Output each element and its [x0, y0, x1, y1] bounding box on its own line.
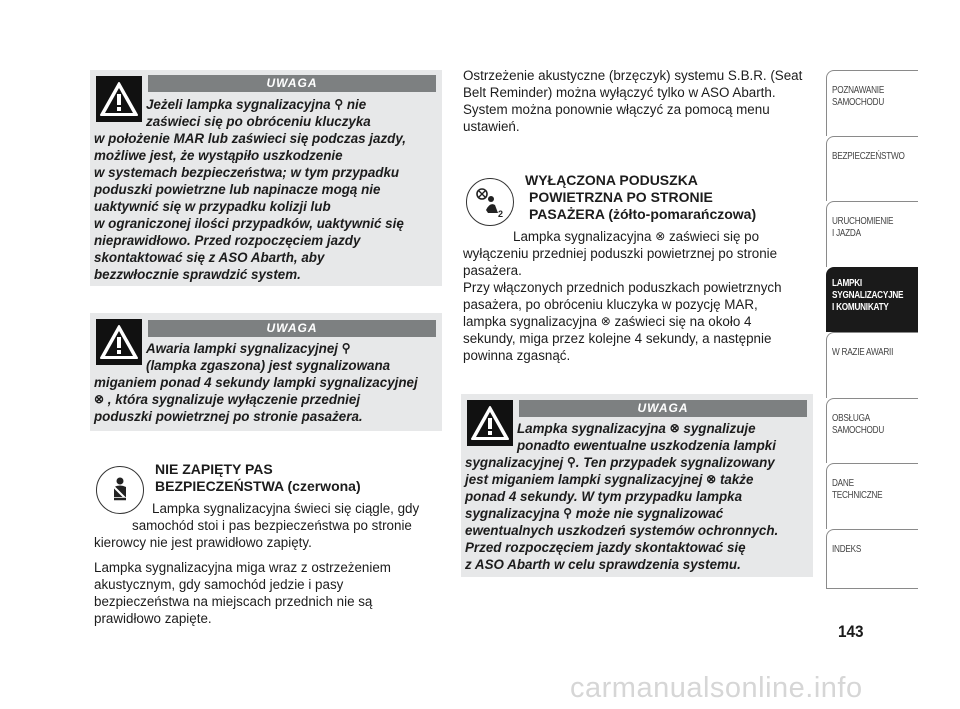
airbag-lamp-icon: ⚲ [563, 506, 573, 520]
nav-item-poznawanie[interactable]: POZNAWANIE SAMOCHODU [826, 70, 918, 136]
warning-header: UWAGA [148, 75, 436, 92]
nav-item-lampki[interactable]: LAMPKI SYGNALIZACYJNE I KOMUNIKATY [826, 267, 918, 333]
passenger-airbag-off-icon: ⊗ [669, 421, 680, 435]
nav-item-w-razie-awarii[interactable]: W RAZIE AWARII [826, 332, 918, 398]
sbr-paragraph: Ostrzeżenie akustyczne (brzęczyk) systemu S.B.R. (Seat Belt Reminder) można wyłączyć tylko w ASO Abarth. System można ponownie włączyć za pomocą menu ustawień. [463, 68, 803, 134]
passenger-airbag-off-icon: ⊗ [655, 229, 666, 243]
warning-text-2: Awaria lampki sygnalizacyjnej ⚲ (lampka zgaszona) jest sygnalizowana miganiem ponad 4 sekundy lampki sygnalizacyjnej ⊗ , która sygnalizuje wyłączenie przedniej poduszki powietrznej po stronie pasażera. [94, 341, 418, 424]
svg-text:2: 2 [498, 209, 504, 218]
passenger-airbag-off-icon: ⊗ [706, 472, 717, 486]
watermark: carmanualsonline.info [570, 672, 863, 704]
nav-item-bezpieczenstwo[interactable]: BEZPIECZEŃSTWO [826, 136, 918, 202]
seatbelt-heading: NIE ZAPIĘTY PAS BEZPIECZEŃSTWA (czerwona) [155, 461, 361, 494]
nav-item-indeks[interactable]: INDEKS [826, 529, 918, 589]
warning-text-3: Lampka sygnalizacyjna ⊗ sygnalizuje ponadto ewentualne uszkodzenia lampki sygnalizacyjnej ⚲. Ten przypadek sygnalizowany jest miganiem lampki sygnalizacyjnej ⊗ także ponad 4 sekundy. W tym przypadku lampka sygnalizacyjna ⚲ może nie sygnalizować ewentualnych uszkodzeń systemów ochronnych. Przed rozpoczęciem jazdy skontaktować się z ASO Abarth w celu sprawdzenia systemu. [465, 421, 779, 572]
warning-text-1: Jeżeli lampka sygnalizacyjna ⚲ nie zaświeci się po obróceniu kluczyka w położenie MAR lub zaświeci się podczas jazdy, możliwe jest, że wystąpiło uszkodzenie w systemach bezpieczeństwa; w tym przypadku poduszki powietrzne lub napinacze mogą nie uaktywnić się w przypadku kolizji lub w ograniczonej ilości przypadków, uaktywnić się nieprawidłowo. Przed rozpoczęciem jazdy skontaktować się z ASO Abarth, aby bezzwłocznie sprawdzić system. [94, 97, 407, 282]
warning-header: UWAGA [148, 320, 436, 337]
passenger-airbag-off-icon [466, 178, 514, 226]
nav-item-uruchomienie[interactable]: URUCHOMIENIE I JAZDA [826, 201, 918, 267]
airbag-lamp-icon: ⚲ [566, 455, 576, 469]
passenger-airbag-off-icon: ⊗ [600, 314, 611, 328]
seatbelt-paragraph-1: Lampka sygnalizacyjna świeci się ciągle, gdy samochód stoi i pas bezpieczeństwa po stronie kierowcy nie jest prawidłowo zapięty. [94, 501, 420, 550]
airbag-heading: WYŁĄCZONA PODUSZKA POWIETRZNA PO STRONIE PASAŻERA (żółto-pomarańczowa) [525, 172, 757, 222]
airbag-lamp-icon: ⚲ [334, 97, 344, 111]
seatbelt-paragraph-2: Lampka sygnalizacyjna miga wraz z ostrzeżeniem akustycznym, gdy samochód jedzie i pasy bezpieczeństwa na miejscach przednich nie są prawidłowo zapięte. [94, 560, 391, 626]
nav-item-obsluga[interactable]: OBSŁUGA SAMOCHODU [826, 398, 918, 464]
page-number: 143 [838, 622, 864, 641]
airbag-paragraph: Lampka sygnalizacyjna ⊗ zaświeci się po wyłączeniu przedniej poduszki powietrznej po stronie pasażera. Przy włączonych przednich poduszkach powietrznych pasażera, po obróceniu kluczyka w pozycję MAR, lampka sygnalizacyjna ⊗ zaświeci się na około 4 sekundy, miga przez kolejne 4 sekundy, a następnie powinna zgasnąć. [463, 229, 782, 363]
nav-item-dane-techniczne[interactable]: DANE TECHNICZNE [826, 463, 918, 529]
chapter-navigation [826, 70, 918, 589]
passenger-airbag-off-icon: ⊗ [94, 392, 105, 406]
warning-header: UWAGA [519, 400, 807, 417]
airbag-lamp-icon: ⚲ [341, 341, 351, 355]
